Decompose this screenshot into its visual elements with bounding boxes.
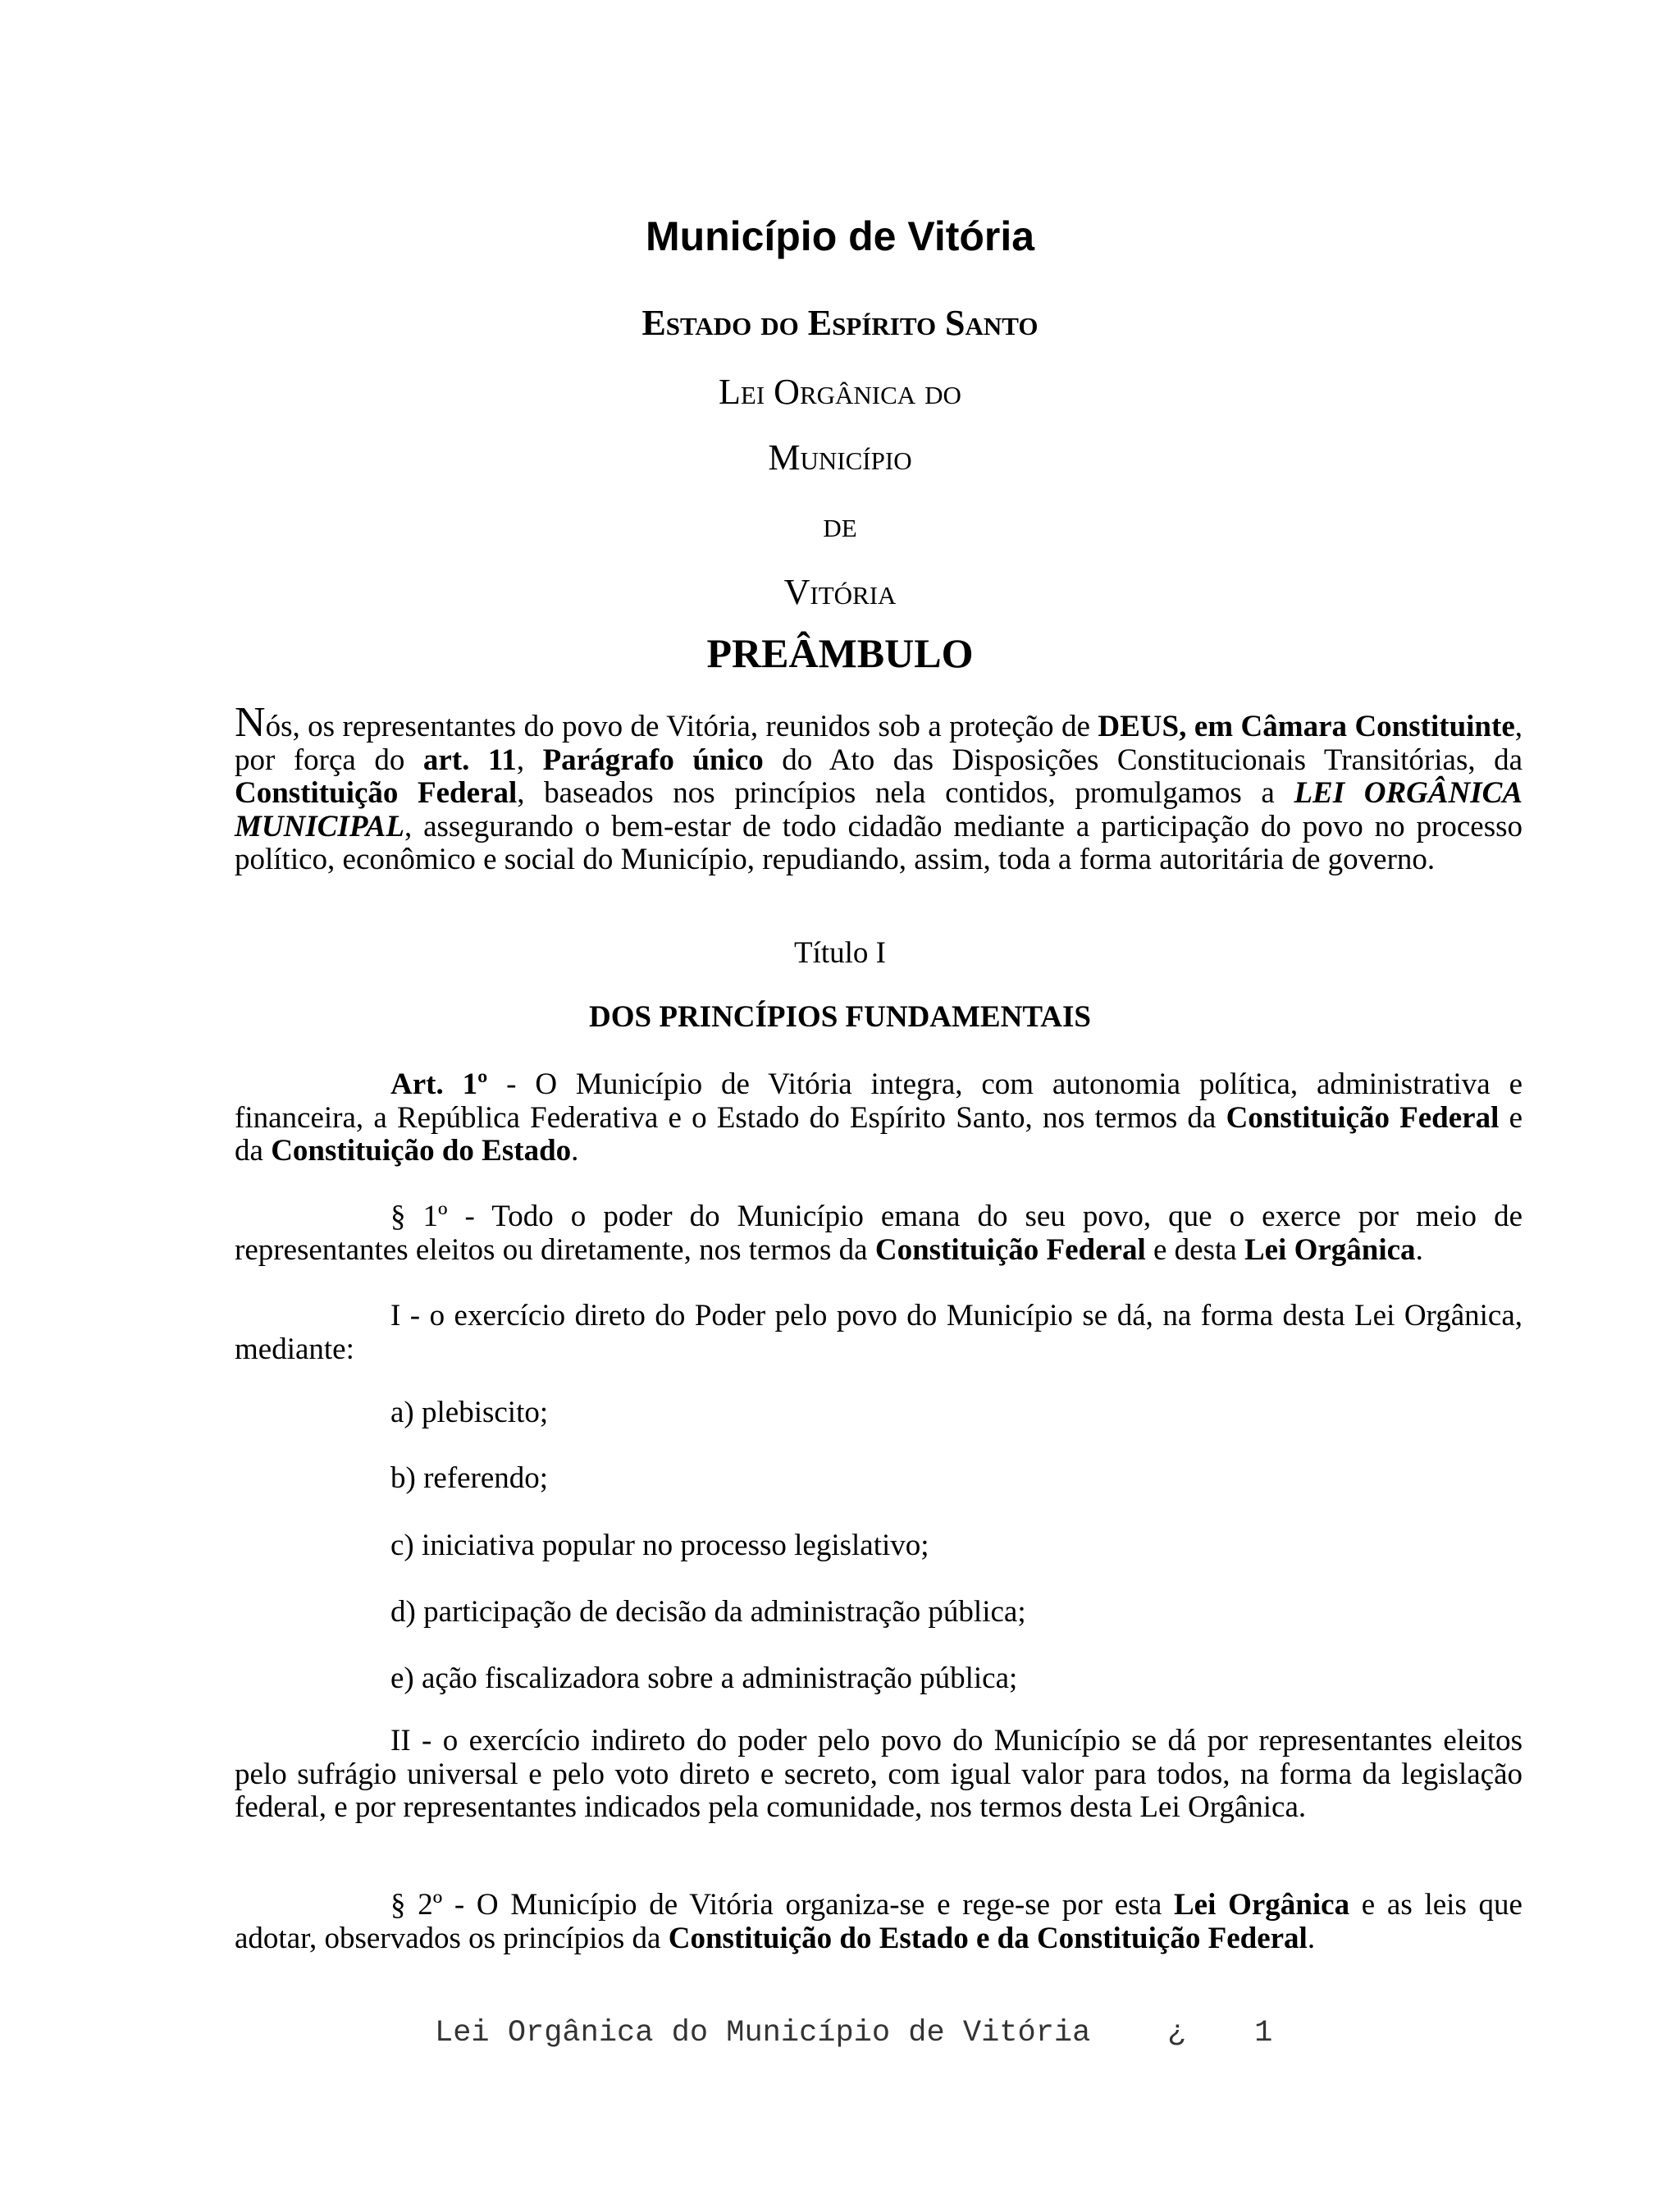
inciso-1: I - o exercício direto do Poder pelo povo do Município se dá, na forma desta Lei Orgânica, mediante: (235, 1299, 1522, 1366)
list-item-d: d) participação de decisão da administração pública; (390, 1595, 1026, 1629)
paragraph-1: § 1º - Todo o poder do Município emana do seu povo, que o exerce por meio de representantes eleitos ou diretamente, nos termos da Constituição Federal e desta Lei Orgânica. (235, 1200, 1522, 1267)
list-item-c: c) iniciativa popular no processo legislativo; (390, 1529, 929, 1562)
title-label: Título I (793, 936, 886, 970)
law-heading-line-4: Vitória (783, 572, 897, 612)
preamble-dropcap: N (235, 699, 266, 746)
paragraph-2: § 2º - O Município de Vitória organiza-se e rege-se por esta Lei Orgânica e as leis que adotar, observados os princípios da Constituição do Estado e da Constituição Federal. (235, 1888, 1522, 1955)
preamble-title: PREÂMBULO (706, 630, 974, 676)
list-item-a: a) plebiscito; (390, 1396, 549, 1429)
page-title: Município de Vitória (645, 213, 1035, 259)
page-number: 1 (1254, 2016, 1273, 2050)
preamble-paragraph: Nós, os representantes do povo de Vitória, reunidos sob a proteção de DEUS, em Câmara Constituinte, por força do art. 11, Parágrafo único do Ato das Disposições Constitucionais Transitórias, da Constituição Federal, baseados nos princípios nela contidos, promulgamos a LEI ORGÂNICA MUNICIPAL, assegurando o bem-estar de todo cidadão mediante a participação do povo no processo político, econômico e social do Município, repudiando, assim, toda a forma autoritária de governo. (235, 699, 1523, 876)
article-1: Art. 1º - O Município de Vitória integra, com autonomia política, administrativa e financeira, a República Federativa e o Estado do Espírito Santo, nos termos da Constituição Federal e da Constituição do Estado. (235, 1067, 1523, 1168)
inciso-2: II - o exercício indireto do poder pelo povo do Município se dá por representantes eleitos pelo sufrágio universal e pelo voto direto e secreto, com igual valor para todos, na forma da legislação federal, e por representantes indicados pela comunidade, nos termos desta Lei Orgânica. (235, 1724, 1522, 1824)
section-heading: DOS PRINCÍPIOS FUNDAMENTAIS (589, 1000, 1091, 1034)
footer-text: Lei Orgânica do Município de Vitória (435, 2016, 1091, 2050)
law-heading-line-2: Município (768, 437, 912, 478)
law-heading-line-3: de (823, 505, 857, 545)
list-item-b: b) referendo; (390, 1461, 549, 1495)
footer-separator: ¿ (1167, 2016, 1186, 2050)
law-heading-line-1: Lei Orgânica do (719, 372, 961, 412)
state-heading: Estado do Espírito Santo (641, 303, 1039, 343)
list-item-e: e) ação fiscalizadora sobre a administração pública; (390, 1661, 1018, 1695)
page-footer (435, 2015, 1272, 2051)
